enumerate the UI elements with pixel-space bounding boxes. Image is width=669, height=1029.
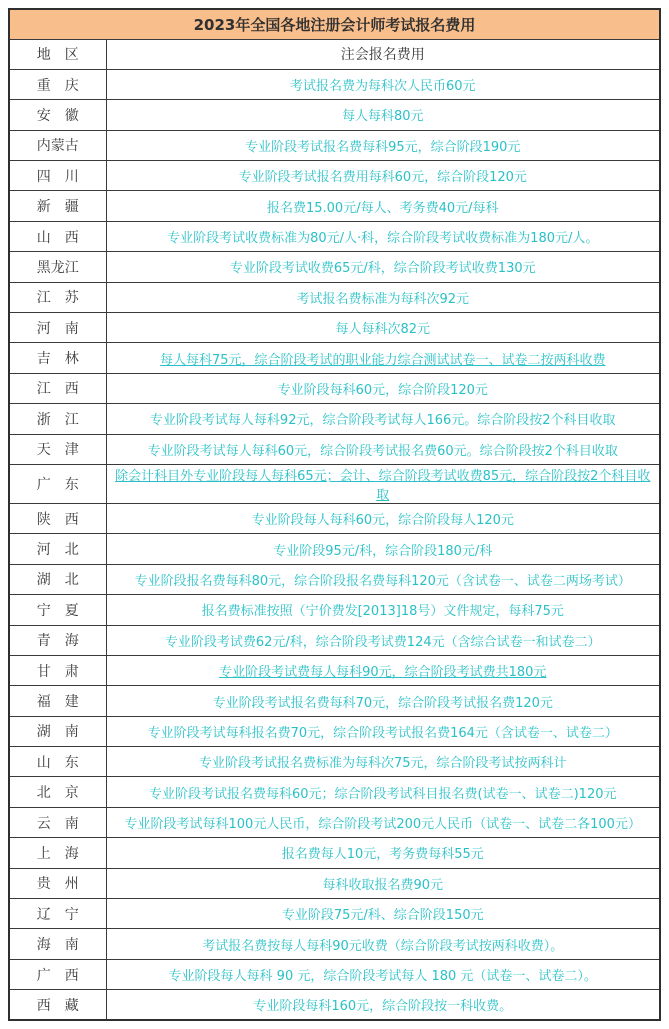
region-cell: 江 苏 [9, 282, 106, 312]
page-title: 2023年全国各地注册会计师考试报名费用 [9, 9, 660, 39]
region-cell: 河 北 [9, 534, 106, 564]
region-cell: 北 京 [9, 777, 106, 807]
table-header-row [9, 39, 660, 69]
region-cell: 陕 西 [9, 503, 106, 533]
fee-text: 专业阶段考试每科100元人民币，综合阶段考试200元人民币（试卷一、试卷二各100元） [124, 817, 641, 833]
table-row [9, 686, 660, 716]
exam-fee-table [8, 8, 661, 1021]
fee-text: 专业阶段报名费每科80元，综合阶段报名费每科120元（含试卷一、试卷二两场考试） [134, 573, 631, 589]
fee-text: 专业阶段考试每人每科60元，综合阶段考试报名费60元。综合阶段按2个科目收取 [147, 443, 618, 459]
fee-text: 专业阶段考试每人每科92元，综合阶段考试每人166元。综合阶段按2个科目收取 [149, 413, 616, 429]
fee-text: 专业阶段考试报名费每科60元；综合阶段考试科目报名费(试卷一、试卷二)120元 [149, 786, 617, 802]
fee-cell [106, 161, 660, 191]
region-cell: 浙 江 [9, 404, 106, 434]
table-row [9, 990, 660, 1020]
region-cell: 吉 林 [9, 343, 106, 373]
table-row [9, 777, 660, 807]
table-row [9, 595, 660, 625]
fee-cell [106, 130, 660, 160]
fee-cell [106, 100, 660, 130]
fee-cell [106, 191, 660, 221]
fee-text: 专业阶段95元/科，综合阶段180元/科 [273, 543, 493, 559]
table-row [9, 434, 660, 464]
table-row [9, 69, 660, 99]
table-row [9, 929, 660, 959]
table-row [9, 534, 660, 564]
fee-text: 专业阶段75元/科、综合阶段150元 [281, 908, 484, 924]
fee-link[interactable]: 每人每科75元，综合阶段考试的职业能力综合测试试卷一、试卷二按两科收费 [159, 352, 606, 368]
fee-cell [106, 868, 660, 898]
region-cell: 山 东 [9, 747, 106, 777]
table-row [9, 807, 660, 837]
fee-cell [106, 777, 660, 807]
fee-cell [106, 404, 660, 434]
fee-cell [106, 625, 660, 655]
region-cell: 重 庆 [9, 69, 106, 99]
fee-cell [106, 747, 660, 777]
fee-cell [106, 716, 660, 746]
column-header-fee: 注会报名费用 [106, 39, 660, 69]
fee-cell [106, 807, 660, 837]
table-row [9, 655, 660, 685]
fee-text: 专业阶段每科60元，综合阶段120元 [277, 382, 488, 398]
table-row [9, 716, 660, 746]
fee-cell [106, 503, 660, 533]
fee-text: 每人每科80元 [341, 109, 424, 125]
region-cell: 湖 北 [9, 564, 106, 594]
table-row [9, 838, 660, 868]
table-row [9, 100, 660, 130]
region-cell: 天 津 [9, 434, 106, 464]
region-cell: 辽 宁 [9, 899, 106, 929]
table-title-row [9, 9, 660, 39]
table-row [9, 625, 660, 655]
fee-cell [106, 282, 660, 312]
region-cell: 云 南 [9, 807, 106, 837]
fee-text: 专业阶段每人每科60元，综合阶段每人120元 [251, 513, 514, 529]
table-row [9, 191, 660, 221]
fee-cell [106, 464, 660, 503]
table-row [9, 404, 660, 434]
fee-table-body [9, 69, 660, 1020]
region-cell: 山 西 [9, 221, 106, 251]
region-cell: 黑龙江 [9, 252, 106, 282]
fee-text: 专业阶段考试收费标准为80元/人·科，综合阶段考试收费标准为180元/人。 [167, 231, 599, 247]
fee-text: 报名费15.00元/每人、考务费40元/每科 [266, 200, 499, 216]
table-row [9, 313, 660, 343]
table-row [9, 503, 660, 533]
fee-text: 专业阶段考试报名费每科95元，综合阶段190元 [245, 139, 521, 155]
table-row [9, 252, 660, 282]
table-row [9, 343, 660, 373]
fee-text: 专业阶段考试收费65元/科，综合阶段考试收费130元 [229, 261, 536, 277]
fee-text: 每人每科次82元 [335, 322, 431, 338]
table-row [9, 899, 660, 929]
fee-text: 考试报名费为每科次人民币60元 [289, 79, 476, 95]
fee-text: 专业阶段每科160元，综合阶段按一科收费。 [253, 999, 513, 1015]
table-row [9, 959, 660, 989]
fee-text: 专业阶段考试报名费每科70元，综合阶段考试报名费120元 [212, 695, 553, 711]
fee-cell [106, 221, 660, 251]
region-cell: 宁 夏 [9, 595, 106, 625]
table-row [9, 747, 660, 777]
fee-cell [106, 959, 660, 989]
fee-cell [106, 69, 660, 99]
region-cell: 上 海 [9, 838, 106, 868]
region-cell: 广 东 [9, 464, 106, 503]
region-cell: 贵 州 [9, 868, 106, 898]
region-cell: 青 海 [9, 625, 106, 655]
fee-cell [106, 313, 660, 343]
region-cell: 内蒙古 [9, 130, 106, 160]
fee-cell [106, 373, 660, 403]
region-cell: 江 西 [9, 373, 106, 403]
region-cell: 甘 肃 [9, 655, 106, 685]
fee-cell [106, 564, 660, 594]
table-row [9, 161, 660, 191]
fee-text: 报名费标准按照（宁价费发[2013]18号）文件规定，每科75元 [201, 604, 564, 620]
column-header-region: 地 区 [9, 39, 106, 69]
region-cell: 西 藏 [9, 990, 106, 1020]
fee-text: 考试报名费按每人每科90元收费（综合阶段考试按两科收费）。 [202, 938, 564, 954]
table-row [9, 221, 660, 251]
table-row [9, 564, 660, 594]
region-cell: 湖 南 [9, 716, 106, 746]
fee-cell [106, 686, 660, 716]
region-cell: 海 南 [9, 929, 106, 959]
table-row [9, 464, 660, 503]
fee-cell [106, 899, 660, 929]
fee-text: 考试报名费标准为每科次92元 [296, 291, 470, 307]
fee-text: 专业阶段考试每科报名费70元，综合阶段考试报名费164元（含试卷一、试卷二） [147, 725, 618, 741]
region-cell: 福 建 [9, 686, 106, 716]
table-row [9, 373, 660, 403]
table-row [9, 282, 660, 312]
region-cell: 安 徽 [9, 100, 106, 130]
region-cell: 广 西 [9, 959, 106, 989]
fee-cell [106, 595, 660, 625]
table-row [9, 868, 660, 898]
fee-cell [106, 434, 660, 464]
table-row [9, 130, 660, 160]
fee-text: 专业阶段每人每科 90 元，综合阶段考试每人 180 元（试卷一、试卷二）。 [168, 969, 597, 985]
fee-cell [106, 838, 660, 868]
fee-link[interactable]: 除会计科目外专业阶段每人每科65元；会计、综合阶段考试收费85元，综合阶段按2个科目收取 [115, 468, 651, 503]
fee-cell [106, 343, 660, 373]
fee-link[interactable]: 专业阶段考试费每人每科90元，综合阶段考试费共180元 [219, 665, 547, 681]
fee-cell [106, 929, 660, 959]
fee-cell [106, 655, 660, 685]
fee-cell [106, 252, 660, 282]
fee-cell [106, 990, 660, 1020]
fee-cell [106, 534, 660, 564]
region-cell: 四 川 [9, 161, 106, 191]
region-cell: 新 疆 [9, 191, 106, 221]
region-cell: 河 南 [9, 313, 106, 343]
fee-text: 每科收取报名费90元 [322, 877, 444, 893]
fee-text: 专业阶段考试报名费用每科60元，综合阶段120元 [238, 170, 527, 186]
fee-text: 报名费每人10元，考务费每科55元 [281, 847, 484, 863]
fee-text: 专业阶段考试报名费标准为每科次75元，综合阶段考试按两科计 [198, 756, 567, 772]
fee-text: 专业阶段考试费62元/科，综合阶段考试费124元（含综合试卷一和试卷二） [164, 634, 601, 650]
